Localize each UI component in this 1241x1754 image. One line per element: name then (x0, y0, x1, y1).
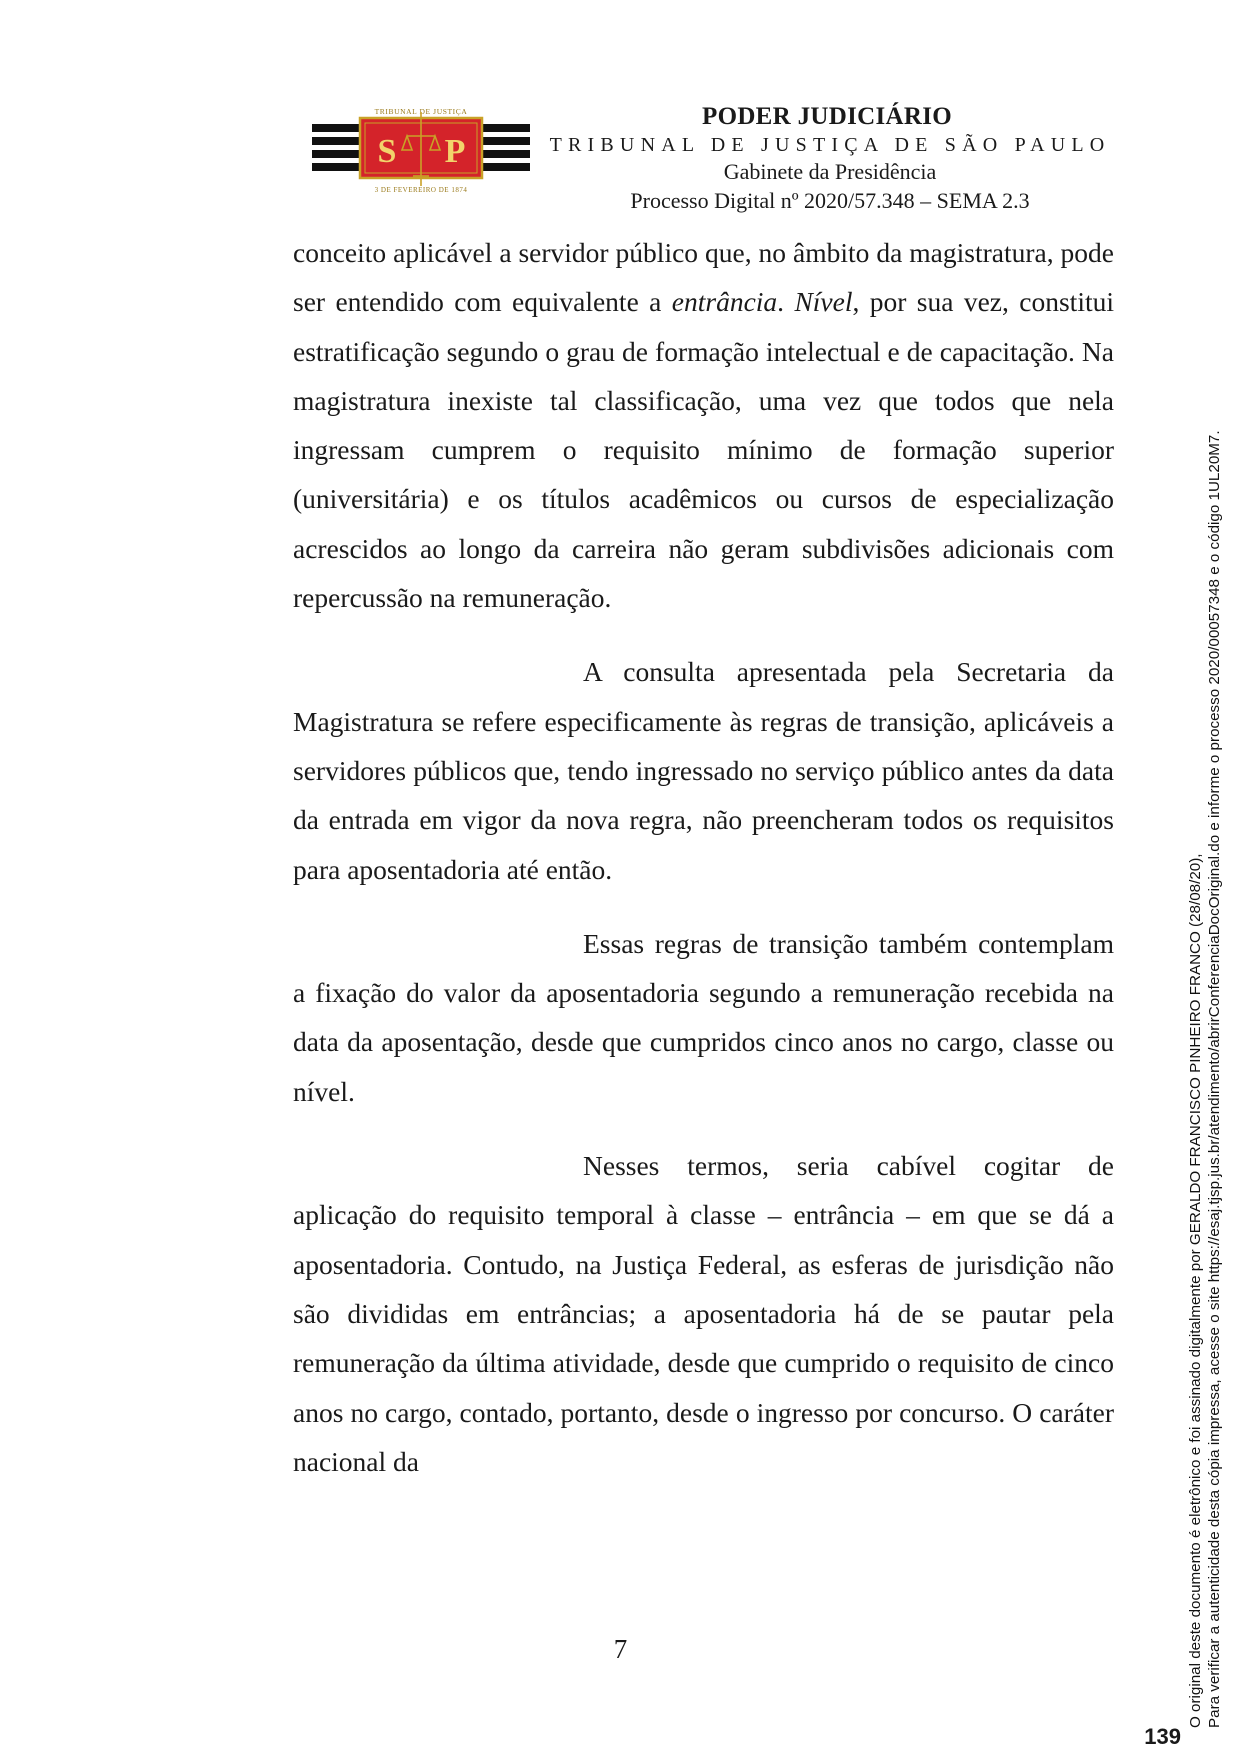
header-processo: Processo Digital nº 2020/57.348 – SEMA 2.3 (630, 188, 1030, 213)
sheet-number: 139 (1144, 1724, 1181, 1749)
digital-signature-note (1186, 430, 1224, 1728)
tjsp-seal-logo (312, 106, 530, 194)
seal-top-text: TRIBUNAL DE JUSTIÇA (374, 107, 468, 116)
paragraph-1-italic-entrancia: entrância (671, 286, 778, 318)
paragraph-2: A consulta apresentada pela Secretaria da Magistratura se refere especificamente às regras de transição, aplicáveis a servidores públicos que, tendo ingressado no serviço público antes da data da entrada em vigor da nova regra, não preencheram todos os requisitos para aposentadoria até então. (293, 656, 1114, 885)
page-number: 7 (613, 1634, 628, 1664)
paragraph-3: Essas regras de transição também contemplam a fixação do valor da aposentadoria segundo a remuneração recebida na data da aposentação, desde que cumpridos cinco anos no cargo, classe ou nível. (293, 927, 1114, 1107)
paragraph-1-run: conceito aplicável a servidor público que, no âmbito da magistratura, pode ser entendido com equivalente a (293, 237, 1114, 318)
header-text-block (540, 102, 1120, 216)
seal-letter-p: P (444, 133, 466, 170)
seal-letter-s: S (377, 133, 397, 170)
document-body (293, 228, 1114, 1486)
header-title: PODER JUDICIÁRIO (702, 103, 952, 130)
header-gabinete: Gabinete da Presidência (723, 159, 937, 184)
signature-note-line-2: Para verificar a autenticidade desta cópia impressa, acesse o site https://esaj.tjsp.jus.br/atendimento/abrirConferenciaDocOriginal.do e informe o processo 2020/00057348 e o código 1UL20M7. (1206, 430, 1223, 1728)
signature-note-line-1: O original deste documento é eletrônico e foi assinado digitalmente por GERALDO FRANCISCO PINHEIRO FRANCO (28/08/20), (1187, 853, 1204, 1728)
paragraph-4: Nesses termos, seria cabível cogitar de aplicação do requisito temporal à classe – entrância – em que se dá a aposentadoria. Contudo, na Justiça Federal, as esferas de jurisdição não são divididas em entrâncias; a aposentadoria há de se pautar pela remuneração da última atividade, desde que cumprido o requisito de cinco anos no cargo, contado, portanto, desde o ingresso por concurso. O caráter nacional da (293, 1150, 1114, 1477)
paragraph-1-run: . (777, 286, 795, 318)
paragraph-1-run: , por sua vez, constitui estratificação segundo o grau de formação intelectual e de capacitação. Na magistratura inexiste tal classificação, uma vez que todos que nela ingressam cumprem o requisito mínimo de formação superior (universitária) e os títulos acadêmicos ou cursos de especialização acrescidos ao longo da carreira não geram subdivisões adicionais com repercussão na remuneração. (293, 286, 1114, 614)
paragraph-1 (293, 228, 1114, 622)
paragraph-1-italic-nivel: Nível (794, 286, 853, 318)
header-tribunal: TRIBUNAL DE JUSTIÇA DE SÃO PAULO (549, 134, 1111, 156)
seal-bottom-text: 3 DE FEVEREIRO DE 1874 (374, 186, 468, 194)
